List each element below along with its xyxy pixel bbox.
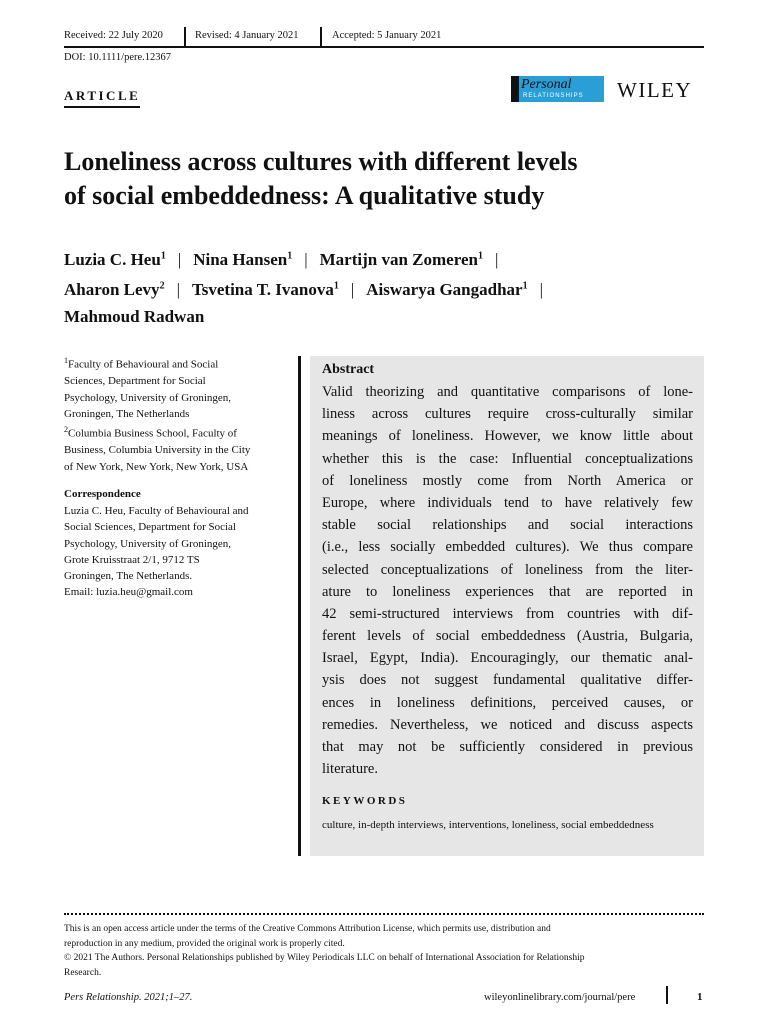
keywords: culture, in-depth interviews, interventions, loneliness, social embeddedness (322, 819, 654, 831)
abstract-line: of loneliness mostly come from North America or (322, 472, 693, 489)
author-separator: | (176, 280, 180, 300)
footer-separator (666, 986, 668, 1004)
author-line (64, 303, 724, 330)
author[interactable]: Mahmoud Radwan (64, 307, 205, 327)
affiliation: $^2$Columbia Business School, Faculty of Business, Columbia University in the City of New York, New York, New York, USA (64, 425, 251, 473)
date-separator (184, 27, 186, 47)
abstract-line: Europe, where individuals tend to have relatively few (322, 494, 693, 511)
header-rule (64, 46, 704, 48)
author[interactable]: Aharon Levy$^2$ (64, 280, 165, 300)
author-separator: | (350, 280, 355, 300)
title-line: of social embeddedness: A qualitative study (64, 181, 545, 210)
author-separator: | (177, 249, 182, 269)
abstract-line: Israel, Egypt, India). Encouragingly, our thematic anal- (322, 650, 693, 667)
citation: Pers Relationship. 2021;1–27. (64, 992, 193, 1003)
publisher-logo: WILEY (617, 78, 693, 102)
author-separator: | (304, 249, 308, 269)
affiliation: $^1$Faculty of Behavioural and Social Sciences, Department for Social Psychology, University of Groningen, Groningen, The Netherlands (64, 356, 232, 421)
title-line: Loneliness across cultures with different levels (64, 147, 578, 176)
doi: DOI: 10.1111/pere.12367 (64, 52, 172, 63)
journal-logo (511, 76, 604, 102)
abstract-line: meanings of loneliness. However, we know little about (322, 428, 693, 445)
abstract-line: 42 semi-structured interviews from countries with dif- (322, 605, 693, 622)
abstract-line: ences in loneliness definitions, perceived causes, or (322, 694, 693, 711)
abstract-title: Abstract (322, 362, 375, 377)
license-notice: This is an open access article under the terms of the Creative Commons Attribution License, which permits use, distribution and reproduction in any medium, provided the original work is properly cited. © 2021 The Authors. Personal Relationships published by Wiley Periodicals LLC on behalf of International Association for Relationship Research. (64, 924, 585, 978)
author-separator: | (494, 249, 499, 269)
abstract-line: (i.e., less socially embedded cultures). We thus compare (322, 539, 693, 556)
journal-url[interactable]: wileyonlinelibrary.com/journal/pere (484, 992, 636, 1003)
author[interactable]: Luzia C. Heu$^1$ (64, 249, 166, 269)
abstract-line: ferent levels of social embeddedness (Austria, Bulgaria, (322, 628, 693, 645)
abstract-line: that may not be sufficiently considered in previous (322, 739, 693, 755)
abstract-rule (298, 356, 301, 856)
author-line (64, 242, 724, 273)
received-date: Received: 22 July 2020 (64, 30, 163, 41)
abstract-line: remedies. Nevertheless, we noticed and discuss aspects (322, 716, 693, 733)
author-list (64, 242, 724, 330)
article-type-label: ARTICLE (64, 88, 140, 108)
author-separator: | (539, 280, 543, 300)
abstract-line: Valid theorizing and quantitative comparisons of lone- (322, 384, 693, 400)
logo-script-text: Personal (521, 77, 572, 92)
abstract-line: selected conceptualizations of loneliness from the liter- (322, 561, 693, 578)
abstract-line: ysis does not suggest fundamental qualitative differ- (322, 672, 693, 689)
correspondence-title: Correspondence (64, 488, 141, 500)
abstract-line: ature to loneliness experiences that are reported in (322, 583, 693, 600)
abstract-line: literature. (322, 761, 378, 778)
author[interactable]: Aiswarya Gangadhar$^1$ (366, 280, 528, 300)
revised-date: Revised: 4 January 2021 (195, 30, 299, 41)
correspondence-email[interactable]: Email: luzia.heu@gmail.com (64, 586, 193, 599)
date-separator (320, 27, 322, 47)
abstract-line: whether this is the case: Influential conceptualizations (322, 450, 693, 467)
license-divider (64, 913, 704, 915)
accepted-date: Accepted: 5 January 2021 (332, 30, 442, 41)
author-line (64, 273, 724, 304)
author[interactable]: Martijn van Zomeren$^1$ (319, 249, 483, 269)
author[interactable]: Nina Hansen$^1$ (193, 249, 293, 269)
logo-stripe (511, 76, 519, 102)
abstract-text (322, 381, 693, 780)
abstract-line: stable social relationships and social interactions (322, 517, 693, 534)
logo-small-text: RELATIONSHIPS (523, 93, 584, 99)
abstract-line: liness across cultures require cross-culturally similar (322, 406, 693, 423)
article-title (64, 145, 714, 213)
correspondence-body: Luzia C. Heu, Faculty of Behavioural and Social Sciences, Department for Social Psychology, University of Groningen, Grote Kruisstraat 2/1, 9712 TS Groningen, The Netherlands. Email: luzia.heu@gmail.com (64, 503, 292, 601)
keywords-title: KEYWORDS (322, 795, 408, 807)
page-number: 1 (697, 991, 703, 1003)
author[interactable]: Tsvetina T. Ivanova$^1$ (191, 280, 339, 300)
